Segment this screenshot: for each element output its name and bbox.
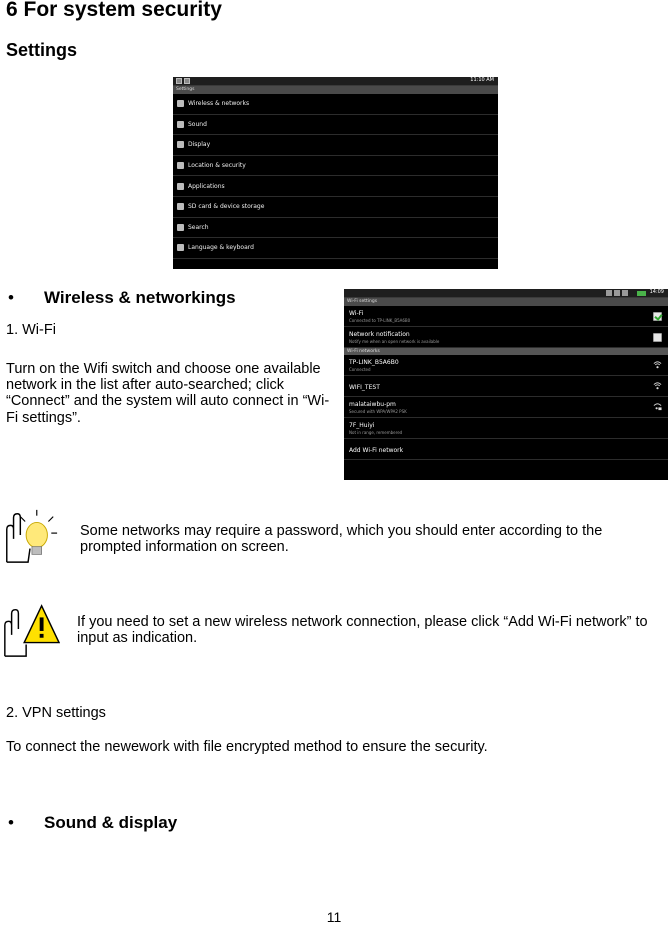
wifi-title-bar: Wi-Fi settings	[344, 298, 668, 306]
page-number: 11	[326, 909, 342, 925]
settings-item-sound[interactable]	[173, 115, 498, 136]
settings-item-search[interactable]	[173, 218, 498, 239]
bullet-title: Sound & display	[44, 813, 178, 832]
notification-icon	[176, 78, 182, 84]
hand-warning-icon	[0, 600, 60, 660]
settings-title-bar: Settings	[173, 86, 498, 94]
row-title: Wi-Fi	[349, 310, 364, 317]
settings-item-label: Wireless & networks	[188, 100, 250, 108]
status-time: 14:09	[649, 289, 664, 295]
section-heading-settings: Settings	[6, 40, 78, 60]
wifi-instructions: Turn on the Wifi switch and choose one available network in the list after auto-searched; click “Connect” and the system will auto connect in “Wi-Fi settings”.	[6, 361, 330, 426]
add-wifi-network-row[interactable]	[344, 439, 668, 460]
network-item[interactable]	[344, 376, 668, 397]
settings-item-label: Search	[188, 223, 209, 231]
bullet-title: Wireless & networkings	[44, 288, 236, 307]
settings-item-label: Location & security	[188, 162, 246, 170]
settings-item-label: Language & keyboard	[188, 244, 254, 252]
settings-item-language[interactable]	[173, 238, 498, 259]
page-title: 6 For system security	[6, 0, 222, 21]
speaker-icon	[177, 121, 184, 128]
vpn-instructions: To connect the newework with file encrypted method to ensure the security.	[6, 739, 488, 755]
status-icon	[606, 290, 612, 296]
network-status: Not in range, remembered	[349, 430, 403, 435]
add-network-warning-note: If you need to set a new wireless network connection, please click “Add Wi-Fi network” to input as indication.	[77, 614, 648, 647]
settings-item-label: Display	[188, 141, 211, 149]
settings-screenshot	[173, 77, 498, 269]
network-notification-row[interactable]	[344, 327, 668, 348]
password-tip-note: Some networks may require a password, which you should enter according to the prompted information on screen.	[80, 523, 603, 556]
language-icon	[177, 244, 184, 251]
bullet-dot-icon: •	[8, 813, 14, 832]
status-bar	[173, 77, 498, 86]
status-icon	[622, 290, 628, 296]
settings-item-storage[interactable]	[173, 197, 498, 218]
grid-icon	[177, 162, 184, 169]
network-name: WIFI_TEST	[349, 384, 380, 391]
network-name: TP-LINK_B5A6B0	[349, 359, 399, 366]
row-title: Network notification	[349, 331, 410, 338]
settings-item-location[interactable]	[173, 156, 498, 177]
network-name: 7F_Huiyi	[349, 422, 375, 429]
settings-item-label: SD card & device storage	[188, 203, 265, 211]
network-status: Secured with WPA/WPA2 PSK	[349, 409, 407, 414]
network-item[interactable]	[344, 397, 668, 418]
network-name: malataiwbu-pm	[349, 401, 396, 408]
row-subtitle: Connected to TP-LINK_B5A6B0	[349, 318, 411, 323]
wifi-toggle-row[interactable]	[344, 306, 668, 327]
row-subtitle: Notify me when an open network is available	[349, 339, 440, 344]
apps-icon	[177, 183, 184, 190]
wifi-subheading: 1. Wi-Fi	[6, 322, 56, 338]
vpn-subheading: 2. VPN settings	[6, 705, 106, 721]
network-status: Connected	[349, 367, 371, 372]
wifi-signal-icon	[653, 381, 662, 390]
sdcard-icon	[177, 203, 184, 210]
wifi-settings-screenshot	[344, 289, 668, 480]
notification-checkbox[interactable]	[653, 333, 662, 342]
network-item[interactable]	[344, 418, 668, 439]
status-time: 11:10 AM	[470, 77, 494, 83]
search-icon	[177, 224, 184, 231]
bullet-sound-display	[8, 813, 308, 835]
wifi-networks-section: Wi-Fi networks	[344, 348, 668, 355]
add-network-label: Add Wi-Fi network	[349, 447, 404, 454]
status-icon	[614, 290, 620, 296]
bullet-wireless	[8, 288, 308, 310]
settings-item-wireless[interactable]	[173, 94, 498, 115]
settings-item-display[interactable]	[173, 135, 498, 156]
battery-icon	[637, 291, 646, 296]
display-icon	[177, 141, 184, 148]
wifi-checkbox[interactable]	[653, 312, 662, 321]
hand-lightbulb-icon	[0, 506, 60, 566]
wifi-signal-icon	[653, 360, 662, 369]
settings-item-label: Applications	[188, 182, 225, 190]
bullet-dot-icon: •	[8, 288, 14, 307]
wifi-icon	[177, 100, 184, 107]
wifi-lock-icon	[653, 402, 662, 411]
network-item[interactable]	[344, 355, 668, 376]
settings-item-label: Sound	[188, 120, 207, 128]
status-bar	[344, 289, 668, 298]
notification-icon	[184, 78, 190, 84]
settings-item-applications[interactable]	[173, 176, 498, 197]
